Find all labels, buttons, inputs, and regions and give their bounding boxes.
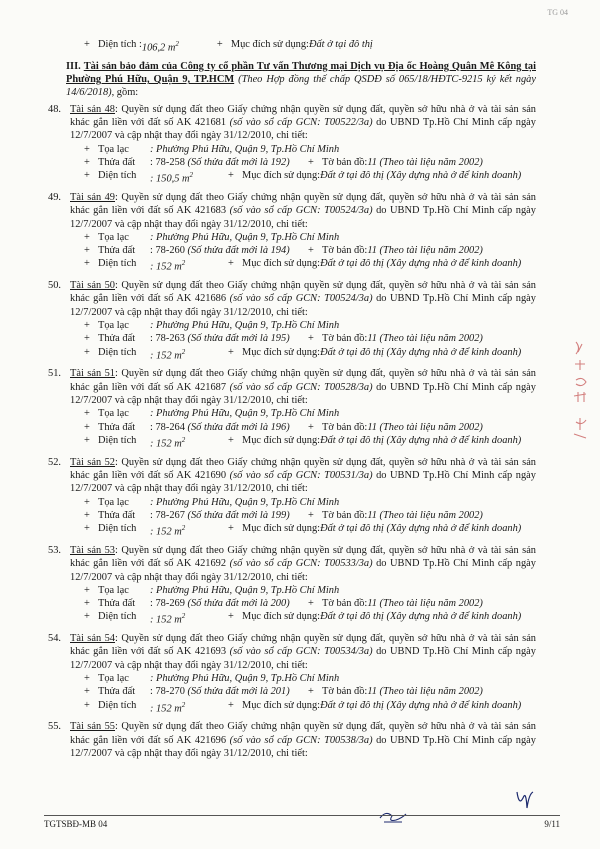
item-label: Tài sản 55 (70, 721, 116, 733)
red-stamp-marks (570, 338, 594, 458)
asset-item: 54. Tài sản 54: Quyền sử dụng đất theo Giấy chứng nhận quyền sử dụng đất, quyền sở hữu nhà ở và tài sản sản khác gắn liền với đất số AK 421693 (số vào sổ cấp GCN: T00534/3a) do UBND Tp.Hồ Chí Minh cấp ngày 12/7/2007 và cập nhật thay đổi ngày 31/12/2010, chi tiết: + Tọa lạc : Phường Phú Hữu, Quận 9, Tp.Hồ Chí Minh + Thửa đất : 78-270 (Số thửa đất mới là 201) + Tờ bản đồ: 11 (Theo tài liệu năm 2002) + Diện tích : 152 $m^2$ + Mục đích sử dụng: Đất ở tại đô thị (Xây dựng nhà ở để kinh doanh) (48, 633, 536, 715)
gcn-number: (số vào sổ cấp GCN: T00524/3a) (229, 205, 373, 217)
detail-area: + Diện tích : 152 $m^2$ + Mục đích sử dụng: Đất ở tại đô thị (Xây dựng nhà ở để kinh doanh) (84, 611, 522, 626)
item-label: Tài sản 49 (70, 191, 116, 203)
gcn-number: (số vào sổ cấp GCN: T00524/3a) (229, 293, 373, 305)
gcn-number: (số vào sổ cấp GCN: T00531/3a) (229, 469, 373, 481)
item-label: Tài sản 50 (70, 280, 116, 292)
item-label: Tài sản 51 (70, 368, 116, 380)
detail-location: + Tọa lạc : Phường Phú Hữu, Quận 9, Tp.Hồ Chí Minh (84, 408, 340, 420)
page-footer (44, 815, 560, 829)
detail-location: + Tọa lạc : Phường Phú Hữu, Quận 9, Tp.Hồ Chí Minh (84, 231, 340, 243)
item-label: Tài sản 54 (70, 633, 116, 645)
item-label: Tài sản 53 (70, 544, 116, 556)
certificate-number: AK 421681 (176, 116, 227, 128)
certificate-number: AK 421693 (176, 646, 227, 658)
gcn-number: (số vào sổ cấp GCN: T00534/3a) (229, 646, 373, 658)
asset-item: 50. Tài sản 50: Quyền sử dụng đất theo Giấy chứng nhận quyền sử dụng đất, quyền sở hữu nhà ở và tài sản sản khác gắn liền với đất số AK 421686 (số vào sổ cấp GCN: T00524/3a) do UBND Tp.Hồ Chí Minh cấp ngày 12/7/2007 và cập nhật thay đổi ngày 31/12/2010, chi tiết: + Tọa lạc : Phường Phú Hữu, Quận 9, Tp.Hồ Chí Minh + Thửa đất : 78-263 (Số thửa đất mới là 195) + Tờ bản đồ: 11 (Theo tài liệu năm 2002) + Diện tích : 152 $m^2$ + Mục đích sử dụng: Đất ở tại đô thị (Xây dựng nhà ở để kinh doanh) (48, 280, 536, 362)
item-label: Tài sản 52 (70, 456, 116, 468)
detail-area: + Diện tích : 152 $m^2$ + Mục đích sử dụng: Đất ở tại đô thị (Xây dựng nhà ở để kinh doanh) (84, 699, 522, 715)
top-area-line: + Diện tích : 106,2 $m^2$ + Mục đích sử dụng: Đất ở tại đô thị (84, 39, 373, 54)
detail-parcel: + Thửa đất : 78-270 (Số thửa đất mới là 201) + Tờ bản đồ: 11 (Theo tài liệu năm 2002) (84, 686, 483, 698)
section-title: Tài sản bảo đảm của Công ty cổ phần Tư vấn Thương mại Dịch vụ Địa ốc Hoàng Quân Mê Kông tại Phường Phú Hữu, Quận 9, TP.HCM (66, 60, 536, 86)
detail-parcel: + Thửa đất : 78-260 (Số thửa đất mới là 194) + Tờ bản đồ: 11 (Theo tài liệu năm 2002) (84, 245, 483, 257)
certificate-number: AK 421686 (176, 293, 227, 305)
asset-item: 49. Tài sản 49: Quyền sử dụng đất theo Giấy chứng nhận quyền sử dụng đất, quyền sở hữu nhà ở và tài sản sản khác gắn liền với đất số AK 421683 (số vào sổ cấp GCN: T00524/3a) do UBND Tp.Hồ Chí Minh cấp ngày 12/7/2007 và cập nhật thay đổi ngày 31/12/2010, chi tiết: + Tọa lạc : Phường Phú Hữu, Quận 9, Tp.Hồ Chí Minh + Thửa đất : 78-260 (Số thửa đất mới là 194) + Tờ bản đồ: 11 (Theo tài liệu năm 2002) + Diện tích : 152 $m^2$ + Mục đích sử dụng: Đất ở tại đô thị (Xây dựng nhà ở để kinh doanh) (48, 191, 536, 273)
detail-location: + Tọa lạc : Phường Phú Hữu, Quận 9, Tp.Hồ Chí Minh (84, 320, 340, 332)
gcn-number: (số vào sổ cấp GCN: T00528/3a) (229, 381, 373, 393)
page-number: 9/11 (544, 819, 560, 829)
detail-parcel: + Thửa đất : 78-269 (Số thửa đất mới là 200) + Tờ bản đồ: 11 (Theo tài liệu năm 2002) (84, 598, 483, 610)
detail-parcel: + Thửa đất : 78-263 (Số thửa đất mới là 195) + Tờ bản đồ: 11 (Theo tài liệu năm 2002) (84, 333, 483, 345)
top-area-value: 106,2 $m^2$ (141, 40, 179, 54)
item-number: 54. (48, 633, 61, 645)
item-number: 55. (48, 721, 61, 733)
detail-parcel: + Thửa đất : 78-264 (Số thửa đất mới là 196) + Tờ bản đồ: 11 (Theo tài liệu năm 2002) (84, 421, 483, 433)
item-label: Tài sản 48 (70, 103, 116, 115)
detail-area: + Diện tích : 152 $m^2$ + Mục đích sử dụng: Đất ở tại đô thị (Xây dựng nhà ở để kinh doanh) (84, 258, 522, 273)
detail-area: + Diện tích : 152 $m^2$ + Mục đích sử dụng: Đất ở tại đô thị (Xây dựng nhà ở để kinh doanh) (84, 434, 522, 450)
detail-area: + Diện tích : 152 $m^2$ + Mục đích sử dụng: Đất ở tại đô thị (Xây dựng nhà ở để kinh doanh) (84, 523, 522, 538)
document-body (48, 38, 536, 765)
item-number: 51. (48, 368, 61, 380)
detail-location: + Tọa lạc : Phường Phú Hữu, Quận 9, Tp.Hồ Chí Minh (84, 584, 340, 596)
item-number: 50. (48, 280, 61, 292)
detail-area: + Diện tích : 152 $m^2$ + Mục đích sử dụng: Đất ở tại đô thị (Xây dựng nhà ở để kinh doanh) (84, 346, 522, 362)
detail-location: + Tọa lạc : Phường Phú Hữu, Quận 9, Tp.Hồ Chí Minh (84, 143, 340, 155)
signature-bottom-right (513, 786, 537, 814)
item-number: 48. (48, 103, 61, 115)
certificate-number: AK 421690 (176, 469, 227, 481)
asset-item: 53. Tài sản 53: Quyền sử dụng đất theo Giấy chứng nhận quyền sử dụng đất, quyền sở hữu nhà ở và tài sản sản khác gắn liền với đất số AK 421692 (số vào sổ cấp GCN: T00533/3a) do UBND Tp.Hồ Chí Minh cấp ngày 12/7/2007 và cập nhật thay đổi ngày 31/12/2010, chi tiết: + Tọa lạc : Phường Phú Hữu, Quận 9, Tp.Hồ Chí Minh + Thửa đất : 78-269 (Số thửa đất mới là 200) + Tờ bản đồ: 11 (Theo tài liệu năm 2002) + Diện tích : 152 $m^2$ + Mục đích sử dụng: Đất ở tại đô thị (Xây dựng nhà ở để kinh doanh) (48, 544, 536, 626)
asset-item: 51. Tài sản 51: Quyền sử dụng đất theo Giấy chứng nhận quyền sử dụng đất, quyền sở hữu nhà ở và tài sản sản khác gắn liền với đất số AK 421687 (số vào sổ cấp GCN: T00528/3a) do UBND Tp.Hồ Chí Minh cấp ngày 12/7/2007 và cập nhật thay đổi ngày 31/12/2010, chi tiết: + Tọa lạc : Phường Phú Hữu, Quận 9, Tp.Hồ Chí Minh + Thửa đất : 78-264 (Số thửa đất mới là 196) + Tờ bản đồ: 11 (Theo tài liệu năm 2002) + Diện tích : 152 $m^2$ + Mục đích sử dụng: Đất ở tại đô thị (Xây dựng nhà ở để kinh doanh) (48, 368, 536, 450)
certificate-number: AK 421683 (176, 205, 227, 217)
item-number: 52. (48, 456, 61, 468)
item-number: 53. (48, 544, 61, 556)
certificate-number: AK 421687 (176, 381, 227, 393)
section-heading: III. Tài sản bảo đảm của Công ty cổ phần Tư vấn Thương mại Dịch vụ Địa ốc Hoàng Quân Mê Kông tại Phường Phú Hữu, Quận 9, TP.HCM (Theo Hợp đồng thế chấp QSDĐ số 065/18/HĐTC-9215 ký kết ngày 14/6/2018), gồm: (66, 60, 536, 99)
asset-list (48, 103, 536, 761)
detail-location: + Tọa lạc : Phường Phú Hữu, Quận 9, Tp.Hồ Chí Minh (84, 673, 340, 685)
asset-item: 55. Tài sản 55: Quyền sử dụng đất theo Giấy chứng nhận quyền sử dụng đất, quyền sở hữu nhà ở và tài sản sản khác gắn liền với đất số AK 421696 (số vào sổ cấp GCN: T00538/3a) do UBND Tp.Hồ Chí Minh cấp ngày 12/7/2007 và cập nhật thay đổi ngày 31/12/2010, chi tiết: (48, 721, 536, 759)
asset-item: 52. Tài sản 52: Quyền sử dụng đất theo Giấy chứng nhận quyền sử dụng đất, quyền sở hữu nhà ở và tài sản sản khác gắn liền với đất số AK 421690 (số vào sổ cấp GCN: T00531/3a) do UBND Tp.Hồ Chí Minh cấp ngày 12/7/2007 và cập nhật thay đổi ngày 31/12/2010, chi tiết: + Tọa lạc : Phường Phú Hữu, Quận 9, Tp.Hồ Chí Minh + Thửa đất : 78-267 (Số thửa đất mới là 199) + Tờ bản đồ: 11 (Theo tài liệu năm 2002) + Diện tích : 152 $m^2$ + Mục đích sử dụng: Đất ở tại đô thị (Xây dựng nhà ở để kinh doanh) (48, 456, 536, 538)
certificate-number: AK 421696 (176, 734, 227, 746)
section-note: (Theo Hợp đồng thế chấp QSDĐ số 065/18/HĐTC-9215 ký kết ngày 14/6/2018) (66, 74, 536, 99)
detail-location: + Tọa lạc : Phường Phú Hữu, Quận 9, Tp.Hồ Chí Minh (84, 496, 340, 508)
item-number: 49. (48, 191, 61, 203)
corner-mark: TG 04 (547, 8, 568, 17)
certificate-number: AK 421692 (176, 558, 227, 570)
gcn-number: (số vào sổ cấp GCN: T00522/3a) (229, 116, 373, 128)
asset-item: 48. Tài sản 48: Quyền sử dụng đất theo Giấy chứng nhận quyền sử dụng đất, quyền sở hữu nhà ở và tài sản sản khác gắn liền với đất số AK 421681 (số vào sổ cấp GCN: T00522/3a) do UBND Tp.Hồ Chí Minh cấp ngày 12/7/2007 và cập nhật thay đổi ngày 31/12/2010, chi tiết: + Tọa lạc : Phường Phú Hữu, Quận 9, Tp.Hồ Chí Minh + Thửa đất : 78-258 (Số thửa đất mới là 192) + Tờ bản đồ: 11 (Theo tài liệu năm 2002) + Diện tích : 150,5 $m^2$ + Mục đích sử dụng: Đất ở tại đô thị (Xây dựng nhà ở để kinh doanh) (48, 103, 536, 185)
detail-parcel: + Thửa đất : 78-258 (Số thửa đất mới là 192) + Tờ bản đồ: 11 (Theo tài liệu năm 2002) (84, 156, 483, 168)
detail-parcel: + Thửa đất : 78-267 (Số thửa đất mới là 199) + Tờ bản đồ: 11 (Theo tài liệu năm 2002) (84, 509, 483, 521)
footer-code: TGTSBĐ-MB 04 (44, 819, 108, 829)
gcn-number: (số vào sổ cấp GCN: T00533/3a) (229, 558, 373, 570)
gcn-number: (số vào sổ cấp GCN: T00538/3a) (229, 734, 373, 746)
detail-area: + Diện tích : 150,5 $m^2$ + Mục đích sử dụng: Đất ở tại đô thị (Xây dựng nhà ở để kinh doanh) (84, 170, 522, 185)
